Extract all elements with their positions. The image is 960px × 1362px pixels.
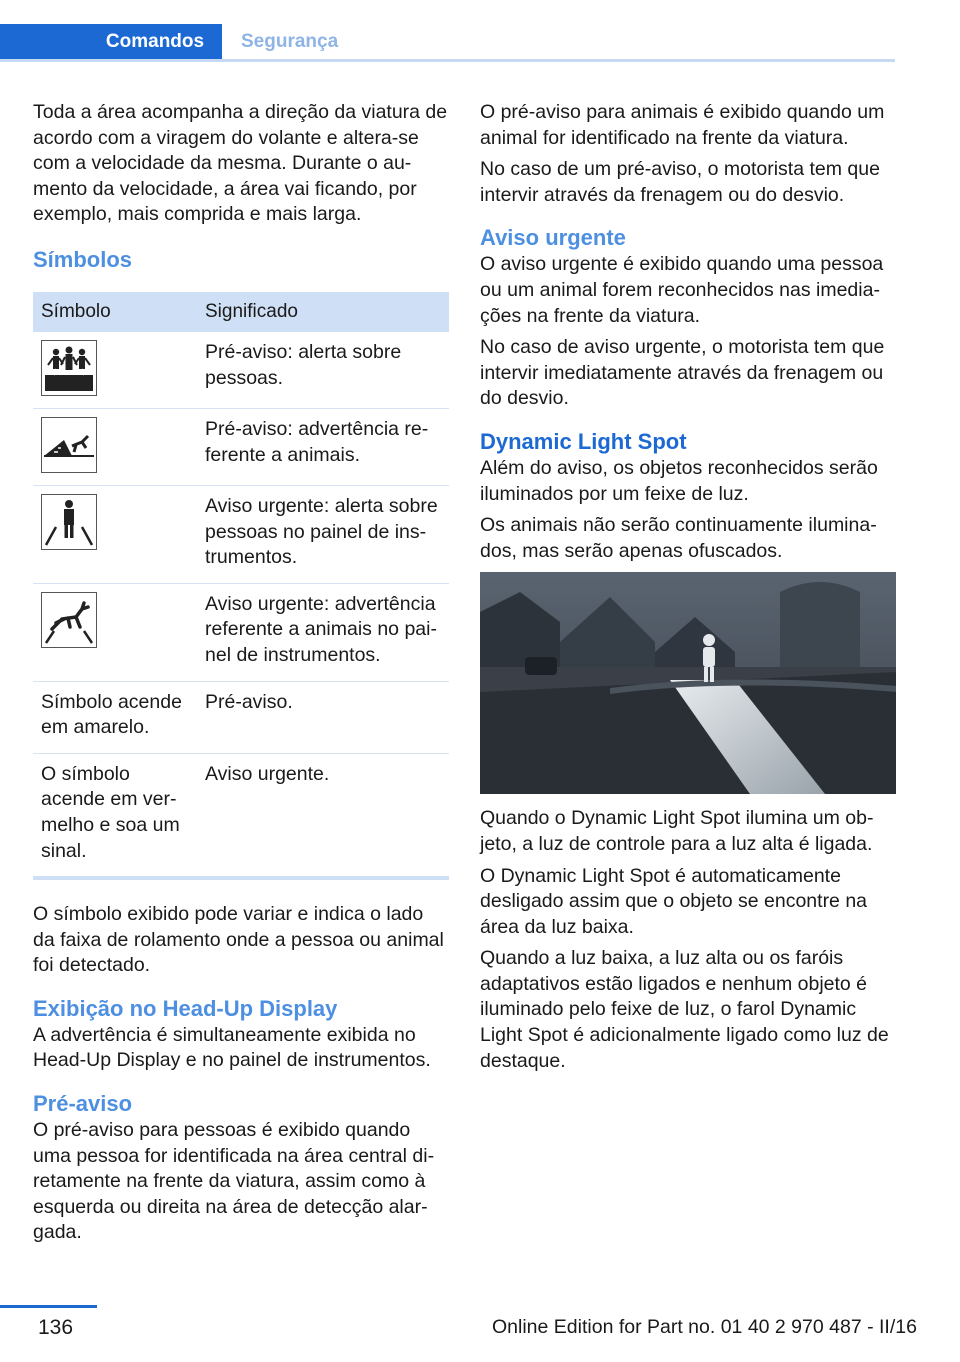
- meaning-cell: Aviso urgente: alerta sobre pessoas no painel de instrumentos.: [197, 485, 449, 583]
- symbol-cell: [33, 408, 197, 485]
- dls-paragraph-1: Além do aviso, os objetos reconhecidos serão iluminados por um feixe de luz.: [480, 456, 878, 505]
- chapter-tabs: [0, 0, 895, 62]
- meaning-cell: Aviso urgente: advertência referente a animais no painel de instrumentos.: [197, 583, 449, 681]
- tab-underline: [0, 59, 895, 62]
- night-road-illustration: [480, 572, 896, 794]
- meaning-cell: Aviso urgente.: [205, 762, 330, 785]
- preaviso-intervene-paragraph: No caso de um pré-aviso, o motorista tem que intervir através da frenagem ou do desvio.: [480, 158, 880, 206]
- table-row: [33, 485, 449, 583]
- meaning-cell: Pré-aviso.: [197, 681, 449, 753]
- dls-paragraph-4: O Dynamic Light Spot é automaticamente desligado assim que o objeto se encontre na área da luz baixa.: [480, 864, 868, 938]
- col-header-meaning: Significado: [197, 292, 449, 332]
- symbol-cell: [33, 332, 197, 409]
- preaviso-paragraph: O pré-aviso para pessoas é exibido quando uma pessoa for identificada na área central diretamente na frente da viatura, assim como à esquerda ou direita na área de detecção alargada.: [33, 1119, 435, 1244]
- meaning-cell: Pré-aviso: alerta sobre pessoas.: [197, 332, 449, 409]
- page-number: 136: [38, 1316, 74, 1339]
- tab-comandos[interactable]: [0, 24, 222, 60]
- dls-paragraph-2: Os animais não serão continuamente iluminados, mas serão apenas ofuscados.: [480, 514, 877, 562]
- tab-comandos-label: Comandos: [105, 31, 205, 52]
- table-row: [33, 408, 449, 485]
- table-row: [33, 681, 449, 753]
- meaning-cell: Pré-aviso: advertência referente a animais.: [197, 408, 449, 485]
- symbols-table: [33, 292, 449, 876]
- table-row: [33, 332, 449, 409]
- table-header-row: [33, 292, 449, 332]
- symbol-cell: O símbolo acende em vermelho e soa um sinal.: [41, 762, 180, 862]
- intro-paragraph: Toda a área acompanha a direção da viatura de acordo com a viragem do volante e altera-se com a velocidade da mesma. Durante o aumento da velocidade, a área vai ficando, por exemplo, mais comprida e mais larga.: [33, 101, 448, 226]
- tab-seguranca-label: Segurança: [241, 31, 339, 52]
- symbols-heading: Símbolos: [33, 246, 133, 272]
- footer-rule: [0, 1305, 97, 1308]
- table-bottom-rule: [33, 876, 449, 880]
- table-row: [33, 753, 449, 876]
- right-column: [480, 100, 896, 1080]
- dls-paragraph-5: Quando a luz baixa, a luz alta ou os faróis adaptativos estão ligados e nenhum objeto é iluminado pelo feixe de luz, o farol Dynamic Light Spot é adicionalmente ligado como luz de destaque.: [480, 947, 889, 1072]
- animal-warning-icon: [41, 417, 97, 473]
- pedestrians-warning-icon: [41, 340, 97, 396]
- hud-paragraph: A advertência é simultaneamente exibida no Head-Up Display e no painel de instrumentos.: [33, 1023, 431, 1072]
- symbol-cell: [33, 583, 197, 681]
- pedestrian-urgent-icon: [41, 494, 97, 550]
- symbol-cell: Símbolo acende em amarelo.: [33, 681, 197, 753]
- urgent-paragraph-1: O aviso urgente é exibido quando uma pessoa ou um animal forem reconhecidos nas imediações na frente da viatura.: [480, 253, 884, 327]
- table-row: [33, 583, 449, 681]
- after-table-paragraph: O símbolo exibido pode variar e indica o lado da faixa de rolamento onde a pessoa ou animal foi detectado.: [33, 903, 444, 977]
- edition-label: Online Edition for Part no. 01 40 2 970 487 - II/16: [492, 1316, 917, 1338]
- col-header-symbol: Símbolo: [33, 292, 197, 332]
- dls-heading: Dynamic Light Spot: [480, 428, 687, 454]
- dls-paragraph-3: Quando o Dynamic Light Spot ilumina um objeto, a luz de controle para a luz alta é ligada.: [480, 807, 874, 855]
- tab-seguranca[interactable]: [222, 24, 422, 60]
- left-column: [33, 100, 449, 1252]
- preaviso-heading: Pré-aviso: [33, 1091, 133, 1117]
- urgent-paragraph-2: No caso de aviso urgente, o motorista tem que intervir imediatamente através da frenagem ou do desvio.: [480, 336, 885, 410]
- urgent-heading: Aviso urgente: [480, 225, 626, 251]
- symbol-cell: [33, 485, 197, 583]
- hud-heading: Exibição no Head-Up Display: [33, 995, 338, 1021]
- deer-urgent-icon: [41, 592, 97, 648]
- animal-preaviso-paragraph: O pré-aviso para animais é exibido quando um animal for identificado na frente da viatura.: [480, 101, 885, 149]
